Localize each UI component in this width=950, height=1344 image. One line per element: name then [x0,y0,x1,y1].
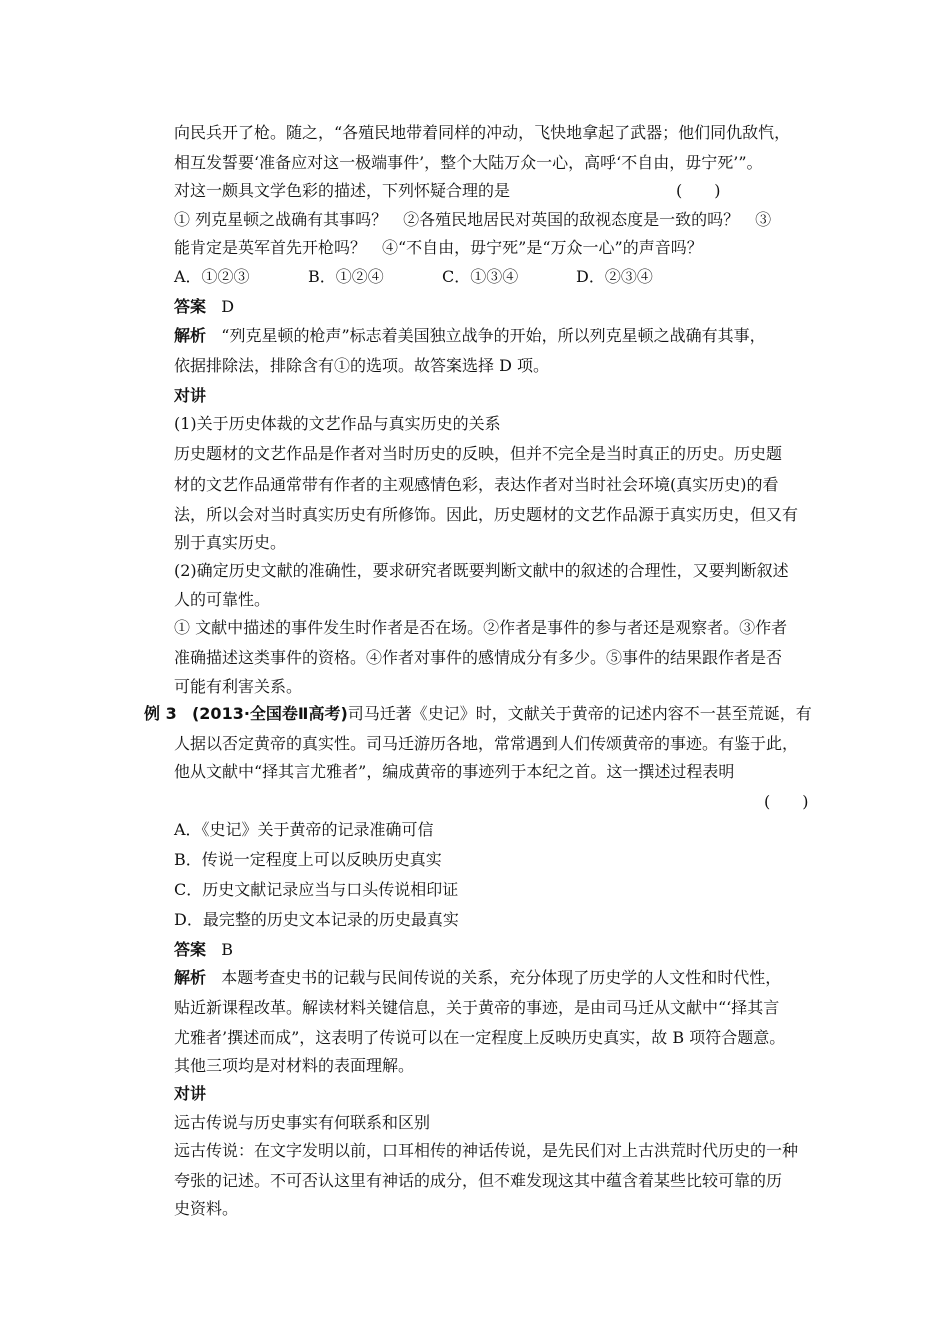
question-line: 能肯定是英军首先开枪吗？ ④“不自由，毋宁死”是“万众一心”的声音吗？ [174,238,703,257]
paragraph-line: 向民兵开了枪。随之，“各殖民地带着同样的冲动，飞快地拿起了武器；他们同仇敌忾， [174,123,791,142]
question-line: 他从文献中“择其言尤雅者”，编成黄帝的事迹列于本纪之首。这一撰述过程表明 [174,762,735,781]
option-a: A．《史记》关于黄帝的记录准确可信 [174,820,434,839]
answer-label: 答案 [174,297,207,316]
paragraph-line: 历史题材的文艺作品是作者对当时历史的反映，但并不完全是当时真正的历史。历史题 [174,444,783,463]
answer-value: D [221,297,235,316]
paragraph-line: 材的文艺作品通常带有作者的主观感情色彩，表达作者对当时社会环境(真实历史)的看 [174,475,779,494]
paragraph-line: 准确描述这类事件的资格。④作者对事件的感情成分有多少。⑤事件的结果跟作者是否 [174,648,783,667]
analysis-line: 尤雅者’撰述而成”，这表明了传说可以在一定程度上反映历史真实，故 B 项符合题意。 [174,1028,786,1047]
section-heading [174,1083,814,1105]
analysis-text: “列克星顿的枪声”标志着美国独立战争的开始，所以列克星顿之战确有其事， [221,326,766,345]
answer-bracket: ( ) [676,181,721,200]
option-b: B．①②④ [308,267,384,286]
options-row [174,266,814,288]
example-3-line [144,703,814,725]
example-label: 例 3 [144,704,177,723]
analysis-line: 贴近新课程改革。解读材料关键信息，关于黄帝的事迹，是由司马迁从文献中“‘择其言 [174,998,780,1017]
dui-label: 对讲 [174,386,207,405]
paragraph-line: 别于真实历史。 [174,533,287,552]
paragraph-line: 相互发誓要‘准备应对这一极端事件’，整个大陆万众一心，高呼‘不自由，毋宁死’”。 [174,153,763,172]
option-d: D．②③④ [576,267,653,286]
answer-line [174,296,814,318]
paragraph-line: 法，所以会对当时真实历史有所修饰。因此，历史题材的文艺作品源于真实历史，但又有 [174,505,799,524]
analysis-line [174,325,814,347]
analysis-line: 依据排除法，排除含有①的选项。故答案选择 D 项。 [174,356,550,375]
example-text: 司马迁著《史记》时，文献关于黄帝的记述内容不一甚至荒诞，有 [347,704,812,723]
question-line: ① 列克星顿之战确有其事吗？ ②各殖民地居民对英国的敌视态度是一致的吗？ ③ [174,210,772,229]
analysis-line [174,967,814,989]
paragraph-line: (1)关于历史体裁的文艺作品与真实历史的关系 [174,414,501,433]
paragraph-line: 远古传说：在文字发明以前，口耳相传的神话传说，是先民们对上古洪荒时代历史的一种 [174,1141,799,1160]
option-c: C．历史文献记录应当与口头传说相印证 [174,880,459,899]
paragraph-line: ① 文献中描述的事件发生时作者是否在场。②作者是事件的参与者还是观察者。③作者 [174,618,788,637]
paragraph-line: 可能有利害关系。 [174,677,303,696]
option-c: C．①③④ [442,267,519,286]
paragraph-line: 人的可靠性。 [174,590,271,609]
question-stem: 对这一颇具文学色彩的描述，下列怀疑合理的是 [174,181,511,200]
answer-line [174,939,814,961]
section-heading [174,385,814,407]
paragraph-line: 史资料。 [174,1199,239,1218]
question-line: 人据以否定黄帝的真实性。司马迁游历各地，常常遇到人们传颂黄帝的事迹。有鉴于此， [174,734,799,753]
answer-bracket: ( ) [764,792,809,811]
paragraph-line: 远古传说与历史事实有何联系和区别 [174,1113,431,1132]
analysis-text: 本题考查史书的记载与民间传说的关系，充分体现了历史学的人文性和时代性， [221,968,782,987]
analysis-label: 解析 [174,326,207,345]
answer-value: B [221,940,234,959]
option-b: B．传说一定程度上可以反映历史真实 [174,850,442,869]
paragraph-line: 夸张的记述。不可否认这里有神话的成分，但不难发现这其中蕴含着某些比较可靠的历 [174,1171,783,1190]
dui-label: 对讲 [174,1084,207,1103]
analysis-label: 解析 [174,968,207,987]
example-source: (2013·全国卷Ⅱ高考) [191,704,348,723]
paragraph-line: (2)确定历史文献的准确性，要求研究者既要判断文献中的叙述的合理性，又要判断叙述 [174,561,789,580]
option-d: D．最完整的历史文本记录的历史最真实 [174,910,459,929]
option-a: A．①②③ [174,267,250,286]
answer-label: 答案 [174,940,207,959]
analysis-line: 其他三项均是对材料的表面理解。 [174,1056,415,1075]
